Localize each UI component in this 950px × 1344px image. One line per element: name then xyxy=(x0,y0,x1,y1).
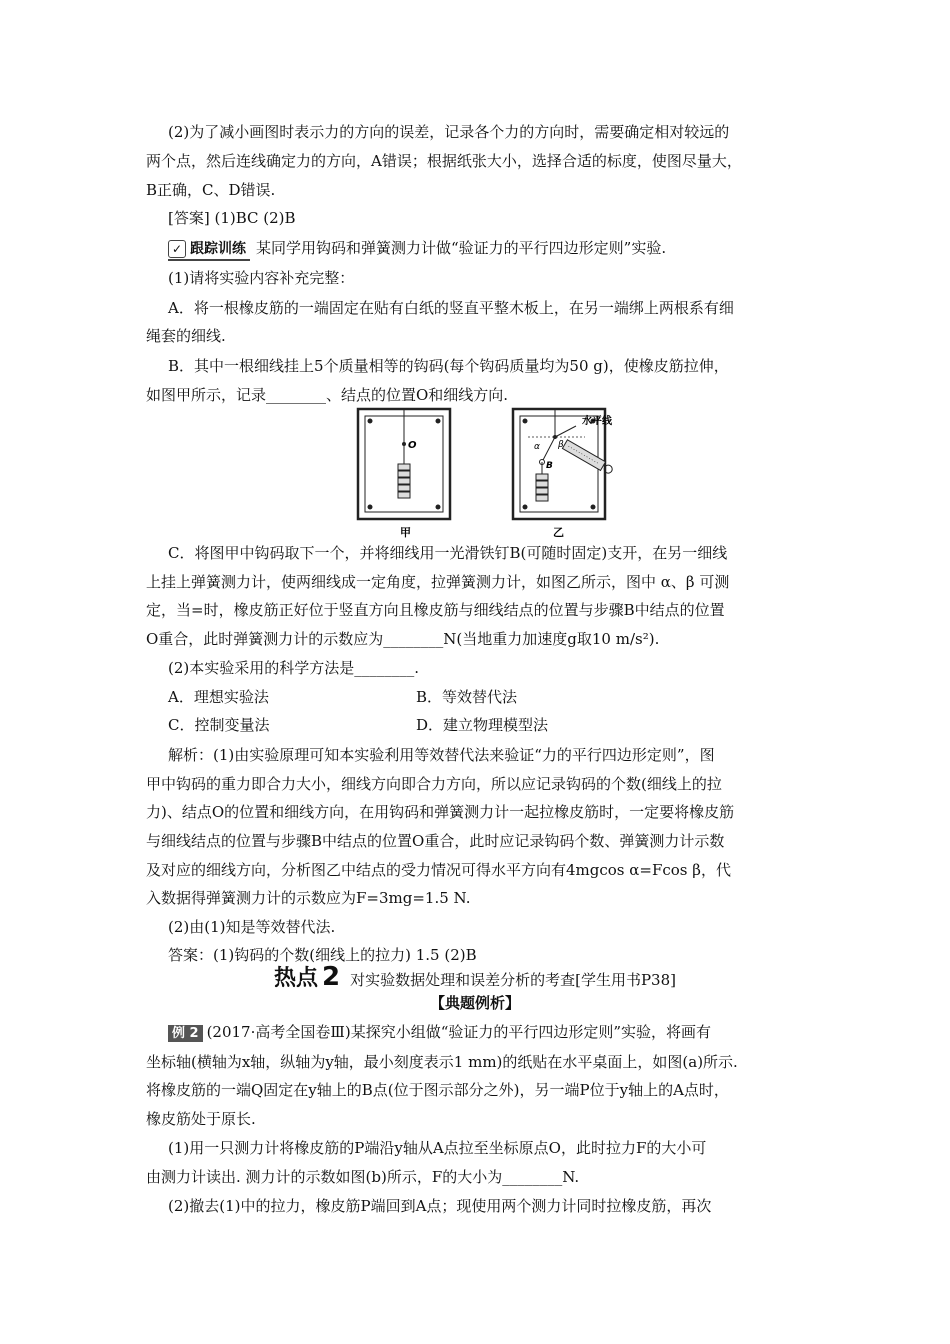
example-line: 坐标轴(横轴为x轴，纵轴为y轴，最小刻度表示1 mm)的纸贴在水平桌面上，如图(a)所示. xyxy=(146,1053,738,1071)
analysis-line: 甲中钩码的重力即合力大小，细线方向即合力方向，所以应记录钩码的个数(细线上的拉 xyxy=(146,775,722,793)
analysis-line: 解析：(1)由实验原理可知本实验利用等效替代法来验证“力的平行四边形定则”，图 xyxy=(168,746,715,764)
example-line: (2)撤去(1)中的拉力，橡皮筋P端回到A点；现使用两个测力计同时拉橡皮筋，再次 xyxy=(168,1197,712,1215)
analysis-line: 力)、结点O的位置和细线方向，在用钩码和弹簧测力计一起拉橡皮筋时，一定要将橡皮筋 xyxy=(146,803,735,821)
hook-weights-right xyxy=(536,474,548,501)
subheading: 【典题例析】 xyxy=(429,994,520,1012)
question-line: 绳套的细线. xyxy=(146,327,226,345)
tracking-text: 某同学用钩码和弹簧测力计做“验证力的平行四边形定则”实验. xyxy=(256,239,667,257)
analysis-line: 及对应的细线方向，分析图乙中结点的受力情况可得水平方向有4mgcos α=Fcos β，代 xyxy=(146,861,731,879)
question-line: A．将一根橡皮筋的一端固定在贴有白纸的竖直平整木板上，在另一端绑上两根系有细 xyxy=(168,299,734,317)
question-line: (1)请将实验内容补充完整： xyxy=(168,269,355,287)
text-line: (2)为了减小画图时表示力的方向的误差，记录各个力的方向时，需要确定相对较远的 xyxy=(168,123,730,141)
spring-scale xyxy=(562,440,614,476)
question-line: 如图甲所示，记录________、结点的位置O和细线方向. xyxy=(146,386,509,404)
example-line: 将橡皮筋的一端Q固定在y轴上的B点(位于图示部分之外)，另一端P位于y轴上的A点时， xyxy=(146,1081,729,1099)
analysis-line: (2)由(1)知是等效替代法. xyxy=(168,918,336,936)
answer-line: [答案] (1)BC (2)B xyxy=(168,209,296,227)
question-line: B．其中一根细线挂上5个质量相等的钩码(每个钩码质量均为50 g)，使橡皮筋拉伸， xyxy=(168,357,729,375)
example-line: 由测力计读出. 测力计的示数如图(b)所示，F的大小为________N. xyxy=(146,1168,580,1186)
label-horizontal: 水平线 xyxy=(582,416,612,427)
tracking-badge: ✓ 跟踪训练 xyxy=(168,239,250,261)
caption-right: 乙 xyxy=(553,526,564,539)
hotspot-title: 对实验数据处理和误差分析的考查[学生用书P38] xyxy=(350,971,676,989)
option-b: B．等效替代法 xyxy=(416,688,518,706)
example-line: (1)用一只测力计将橡皮筋的P端沿y轴从A点拉至坐标原点O，此时拉力F的大小可 xyxy=(168,1139,707,1157)
option-a: A．理想实验法 xyxy=(168,688,269,706)
option-d: D．建立物理模型法 xyxy=(416,716,549,734)
experiment-figure xyxy=(350,404,640,544)
label-beta: β xyxy=(558,440,564,450)
text-line: C．将图甲中钩码取下一个，并将细线用一光滑铁钉B(可随时固定)支开，在另一细线 xyxy=(168,544,728,562)
text-line: B正确，C、D错误. xyxy=(146,181,276,199)
text-line: 上挂上弹簧测力计，使两细线成一定角度，拉弹簧测力计，如图乙所示，图中 α、β 可测 xyxy=(146,573,730,591)
text-line: O重合，此时弹簧测力计的示数应为________N(当地重力加速度g取10 m/s²). xyxy=(146,630,660,648)
label-B: B xyxy=(546,461,553,471)
caption-left: 甲 xyxy=(400,526,411,539)
text-line: (2)本实验采用的科学方法是________. xyxy=(168,659,420,677)
text-line: 两个点，然后连线确定力的方向，A错误；根据纸张大小，选择合适的标度，使图尽量大， xyxy=(146,152,742,170)
label-O: O xyxy=(408,440,417,451)
check-icon: ✓ xyxy=(168,240,186,258)
example-badge: 例 2 xyxy=(168,1025,203,1042)
analysis-line: 与细线结点的位置与步骤B中结点的位置O重合，此时应记录钩码个数、弹簧测力计示数 xyxy=(146,832,725,850)
label-alpha: α xyxy=(534,442,540,452)
hotspot-word: 热点 xyxy=(274,966,319,991)
option-c: C．控制变量法 xyxy=(168,716,270,734)
hook-weights-left xyxy=(398,464,410,498)
hotspot-number: 2 xyxy=(322,962,341,992)
example-line xyxy=(168,1022,711,1042)
tracking-line xyxy=(168,238,666,261)
text-line: 定，当=时，橡皮筋正好位于竖直方向且橡皮筋与细线结点的位置与步骤B中结点的位置 xyxy=(146,601,725,619)
hotspot-heading xyxy=(0,961,950,992)
answer-line: 答案：(1)钩码的个数(细线上的拉力) 1.5 (2)B xyxy=(168,946,477,964)
example-line: 橡皮筋处于原长. xyxy=(146,1110,256,1128)
analysis-line: 入数据得弹簧测力计的示数应为F=3mg=1.5 N. xyxy=(146,889,471,907)
example-first: (2017·高考全国卷Ⅲ)某探究小组做“验证力的平行四边形定则”实验，将画有 xyxy=(206,1023,712,1041)
